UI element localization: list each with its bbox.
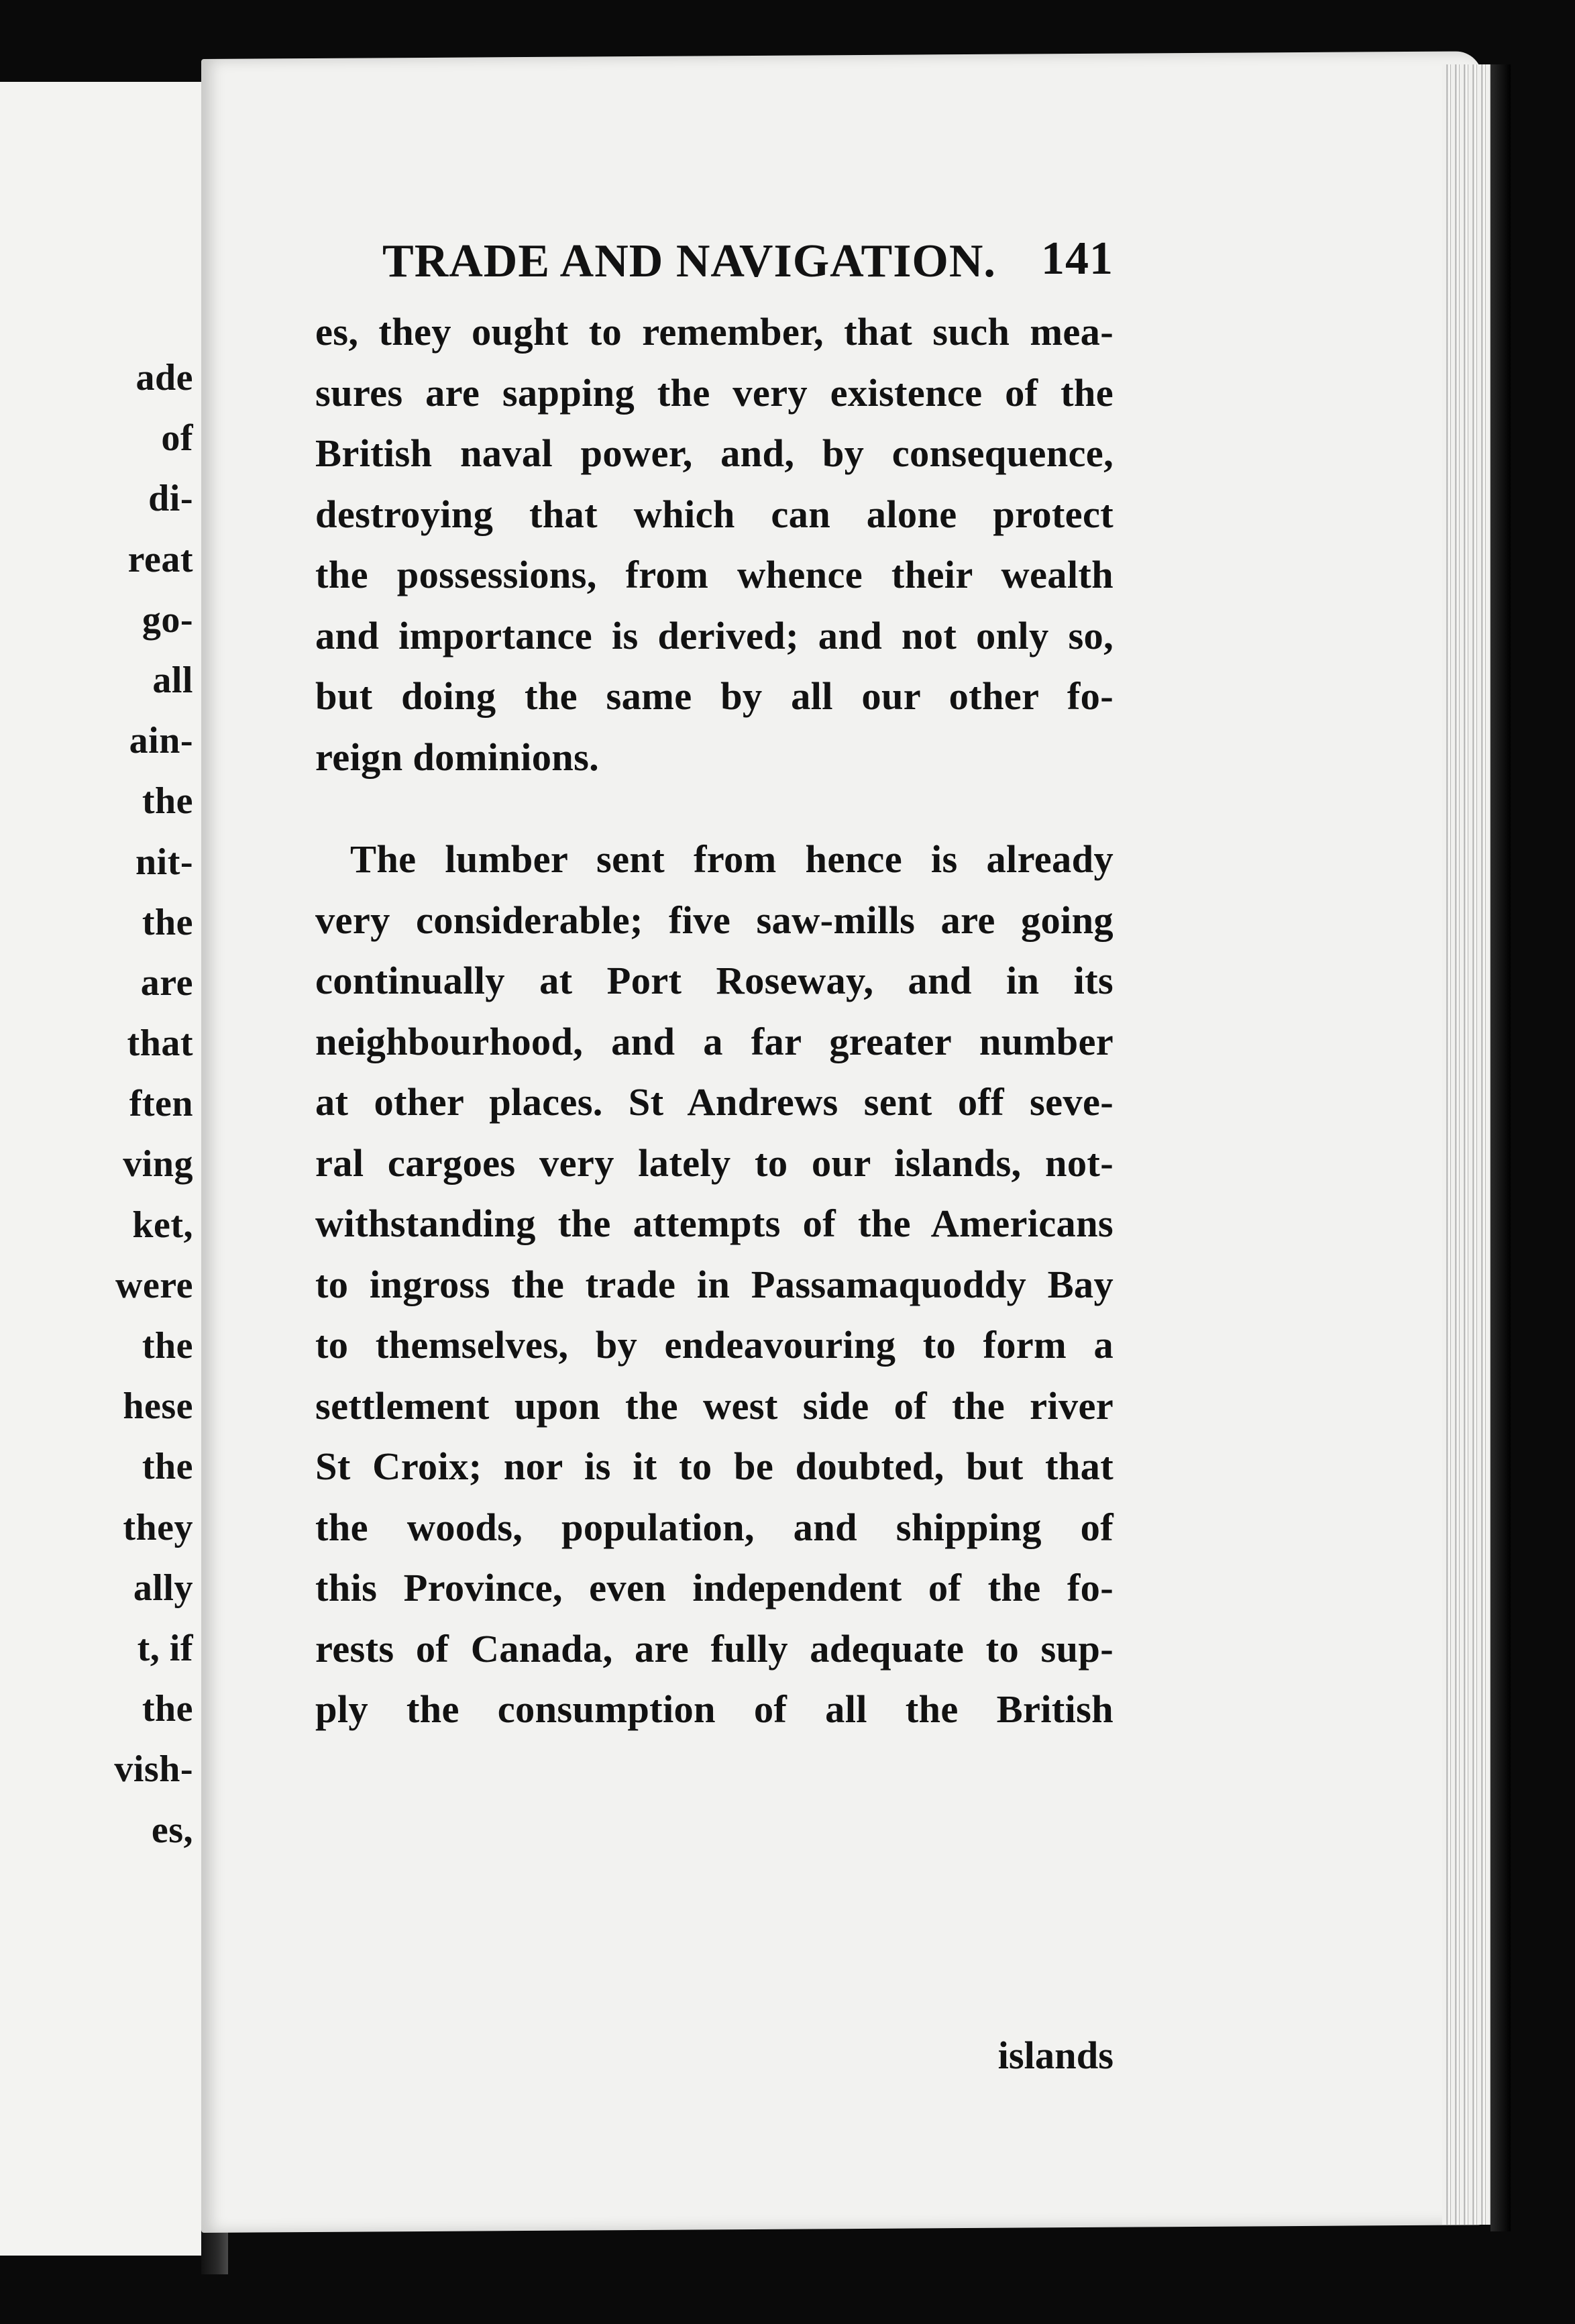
text-line: reign dominions. [315,735,600,779]
previous-page-line: nit- [135,841,193,883]
previous-page-line: reat [127,538,193,580]
previous-page-line: ket, [132,1204,193,1246]
previous-page-line: the [142,780,193,823]
previous-page-line: of [161,417,193,460]
paragraph-1 [315,302,1114,788]
text-line: at other places. St Andrews sent off seve- [315,1080,1114,1124]
previous-page [0,82,204,2256]
text-line: to ingross the trade in Passamaquoddy Bay [315,1262,1114,1306]
previous-page-text [114,348,193,1860]
previous-page-line: di- [148,478,193,520]
previous-page-line: were [115,1264,193,1306]
previous-page-line: es, [151,1809,193,1851]
text-line: settlement upon the west side of the river [315,1383,1114,1428]
previous-page-line: ain- [129,720,193,762]
previous-page-line: the [142,901,193,943]
running-head-title: TRADE AND NAVIGATION. [382,235,996,287]
text-line: ral cargoes very lately to our islands, not- [315,1141,1114,1185]
text-line: continually at Port Roseway, and in its [315,959,1114,1002]
text-line: this Province, even independent of the fo- [315,1566,1114,1609]
book-edge-shadow [1490,64,1511,2231]
previous-page-line: t, if [137,1627,193,1669]
previous-page-line: are [140,961,193,1004]
text-line: to themselves, by endeavouring to form a [315,1323,1114,1367]
text-line: the woods, population, and shipping of [315,1505,1114,1549]
previous-page-line: hese [123,1385,193,1428]
text-line: British naval power, and, by consequence, [315,431,1114,475]
previous-page-line: they [123,1506,193,1548]
running-head [315,228,1114,302]
previous-page-line: the [142,1688,193,1730]
text-line: withstanding the attempts of the Americans [315,1202,1114,1245]
text-line: the possessions, from whence their wealth [315,553,1114,596]
previous-page-line: vish- [114,1748,193,1791]
previous-page-line: ften [129,1083,193,1125]
text-line: The lumber sent from hence is already [350,837,1114,881]
previous-page-line: ally [133,1567,193,1609]
catchword: islands [997,2034,1114,2077]
text-line: and importance is derived; and not only so, [315,613,1114,657]
text-line: es, they ought to remember, that such mea- [315,310,1114,354]
text-line: St Croix; nor is it to be doubted, but that [315,1444,1114,1488]
previous-page-line: that [127,1022,193,1065]
page-number: 141 [1041,233,1114,284]
page-text-block [315,228,1114,2077]
previous-page-line: the [142,1325,193,1367]
previous-page-line: all [152,659,193,701]
paragraph-2 [315,829,1114,1740]
text-line: sures are sapping the very existence of the [315,370,1114,415]
previous-page-line: the [142,1446,193,1488]
text-line: ply the consumption of all the British [315,1687,1114,1731]
text-line: rests of Canada, are fully adequate to sup- [315,1626,1114,1671]
previous-page-line: go- [142,598,193,641]
previous-page-line: ade [135,357,193,399]
text-line: destroying that which can alone protect [315,492,1114,536]
previous-page-line: ving [123,1143,193,1185]
text-line: but doing the same by all our other fo- [315,674,1114,718]
text-line: very considerable; five saw-mills are going [315,898,1114,942]
text-line: neighbourhood, and a far greater number [315,1019,1114,1063]
